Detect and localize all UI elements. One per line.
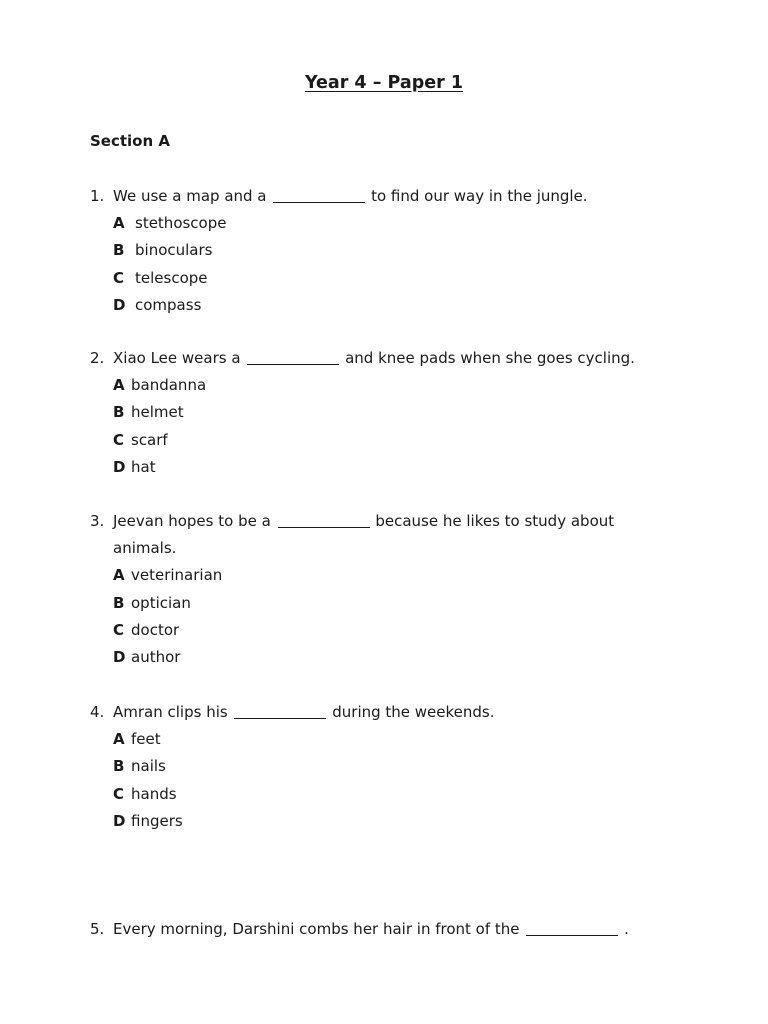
option-d [90, 292, 690, 319]
option-text: author [131, 647, 181, 666]
question-number: 1. [90, 187, 105, 205]
question-2 [90, 345, 690, 481]
question-text-after: to find our way in the jungle. [371, 187, 588, 205]
option-d [90, 808, 690, 835]
option-a [90, 726, 690, 753]
option-text: helmet [131, 403, 184, 422]
option-letter: B [113, 241, 125, 260]
question-text-after: . [624, 920, 629, 938]
option-text: veterinarian [131, 566, 223, 585]
option-c [90, 427, 690, 454]
question-3 [90, 508, 690, 671]
option-letter: C [113, 268, 125, 287]
question-number: 4. [90, 703, 105, 721]
option-letter: C [113, 784, 125, 803]
option-letter: C [113, 620, 125, 639]
question-text-after: and knee pads when she goes cycling. [345, 349, 635, 367]
option-text: stethoscope [135, 214, 227, 233]
option-letter: A [113, 214, 125, 233]
question-stem [90, 916, 690, 943]
question-stem [90, 345, 690, 372]
option-letter: A [113, 566, 125, 585]
option-letter: D [113, 295, 126, 314]
option-b [90, 237, 690, 264]
option-letter: D [113, 647, 126, 666]
question-text-before: Xiao Lee wears a [113, 349, 241, 367]
question-4 [90, 699, 690, 835]
option-a [90, 562, 690, 589]
option-text: binoculars [135, 241, 213, 260]
answer-blank [234, 702, 326, 719]
section-heading: Section A [90, 132, 170, 150]
question-stem [90, 183, 690, 210]
question-number: 2. [90, 349, 105, 367]
answer-blank [278, 511, 370, 528]
answer-blank [247, 348, 339, 365]
option-b [90, 590, 690, 617]
option-a [90, 372, 690, 399]
option-text: bandanna [131, 376, 207, 395]
option-d [90, 454, 690, 481]
option-text: doctor [131, 620, 180, 639]
question-stem [90, 508, 690, 535]
option-b [90, 753, 690, 780]
option-text: scarf [131, 430, 168, 449]
option-text: fingers [131, 811, 183, 830]
question-text-after: during the weekends. [332, 703, 495, 721]
option-text: optician [131, 593, 191, 612]
question-number: 3. [90, 512, 105, 530]
option-letter: A [113, 730, 125, 749]
option-letter: C [113, 430, 125, 449]
question-stem [90, 699, 690, 726]
question-text-before: Jeevan hopes to be a [113, 512, 271, 530]
option-c [90, 265, 690, 292]
option-letter: B [113, 757, 125, 776]
option-letter: D [113, 457, 126, 476]
page-title: Year 4 – Paper 1 [304, 73, 464, 93]
option-letter: D [113, 811, 126, 830]
question-stem-continuation: animals. [113, 539, 177, 558]
option-text: hat [131, 457, 156, 476]
option-text: compass [135, 295, 202, 314]
question-text-before: Amran clips his [113, 703, 228, 721]
question-text-before: Every morning, Darshini combs her hair in front of the [113, 920, 520, 938]
option-text: telescope [135, 268, 208, 287]
question-text-before: We use a map and a [113, 187, 267, 205]
question-5 [90, 916, 690, 943]
option-d [90, 644, 690, 671]
option-text: feet [131, 730, 161, 749]
question-1 [90, 183, 690, 319]
option-a [90, 210, 690, 237]
option-c [90, 781, 690, 808]
answer-blank [526, 919, 618, 936]
option-letter: B [113, 403, 125, 422]
answer-blank [273, 186, 365, 203]
option-letter: A [113, 376, 125, 395]
option-text: nails [131, 757, 166, 776]
question-text-after: because he likes to study about [375, 512, 615, 530]
option-c [90, 617, 690, 644]
option-letter: B [113, 593, 125, 612]
option-b [90, 399, 690, 426]
option-text: hands [131, 784, 177, 803]
question-number: 5. [90, 920, 105, 938]
